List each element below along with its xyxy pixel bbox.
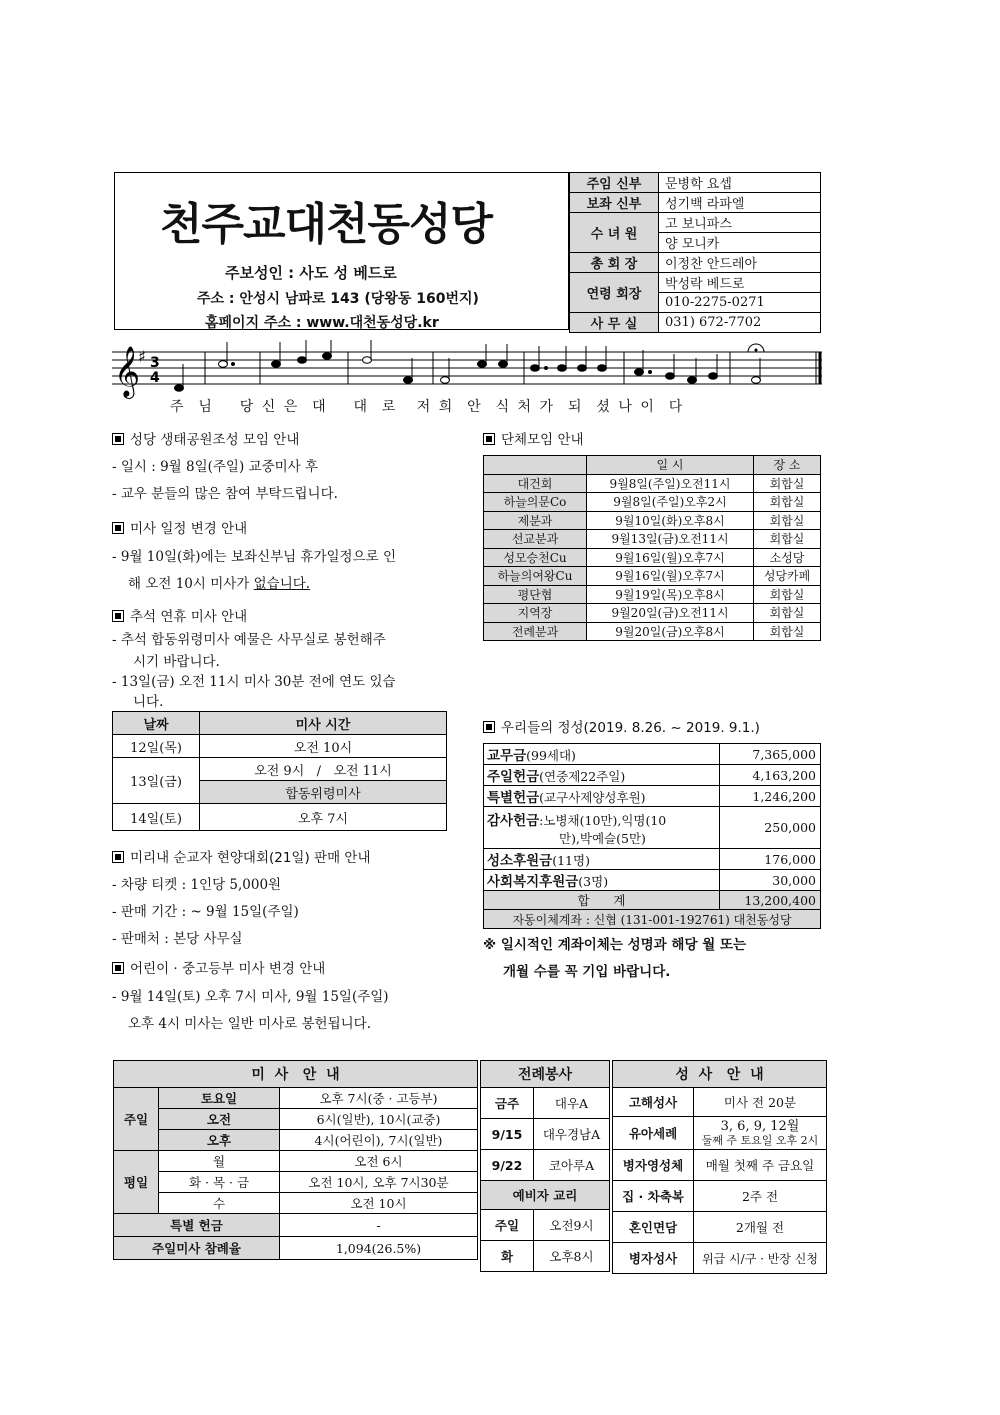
mass-date: 14일(토): [113, 804, 200, 831]
holiday-mass-table: [112, 711, 447, 831]
staff-name: 문병학 요셉: [659, 173, 821, 193]
notice-line: - 9월 10일(화)에는 보좌신부님 휴가일정으로 인: [112, 549, 397, 565]
table-row: 지역장 9월20일(금)오전11시 회합실: [484, 604, 821, 623]
table-row: 하늘의여왕Cu 9월16일(월)오후7시 성당카페: [484, 567, 821, 586]
notice-line: 오후 4시 미사는 일반 미사로 봉헌됩니다.: [128, 1016, 371, 1032]
table-row: 전례분과 9월20일(금)오후8시 회합실: [484, 622, 821, 641]
staff-role: 사 무 실: [570, 313, 659, 333]
svg-text:♯: ♯: [138, 347, 146, 366]
staff-role: 주임 신부: [570, 173, 659, 193]
staff-row: [570, 193, 821, 213]
category-label: 주일: [114, 1088, 159, 1151]
sacrament-table: [612, 1060, 827, 1274]
office-phone: 031) 672-7702: [659, 313, 821, 333]
table-row: [113, 804, 447, 831]
section-title: 추석 연휴 미사 안내: [112, 605, 247, 625]
table-title: 미 사 안 내: [114, 1061, 478, 1088]
bullet-icon: [483, 721, 495, 733]
offering-table: [483, 743, 821, 929]
table-row: 특별 헌금 -: [114, 1214, 478, 1237]
table-row: 병자영성체 매월 첫째 주 금요일: [613, 1150, 827, 1181]
table-row: 오전 6시(일반), 10시(교중): [114, 1109, 478, 1130]
mass-date: 13일(금): [113, 758, 200, 804]
notice-line: - 교우 분들의 많은 참여 부탁드립니다.: [112, 486, 338, 502]
staff-name: 고 보니파스: [659, 213, 821, 233]
table-row: 평일 월 오전 6시: [114, 1151, 478, 1172]
table-row: 주일 토요일 오후 7시(중 · 고등부): [114, 1088, 478, 1109]
parish-homepage[interactable]: 홈페이지 주소 : www.대천동성당.kr: [205, 315, 439, 331]
offering-amount: 250,000: [720, 807, 821, 849]
column-header: 날짜: [113, 712, 200, 735]
staff-table: [569, 172, 821, 333]
staff-name: 양 모니카: [659, 233, 821, 253]
table-row: 집 · 차축복 2주 전: [613, 1181, 827, 1212]
staff-phone: 010-2275-0271: [659, 293, 821, 313]
offering-amount: 1,246,200: [720, 786, 821, 807]
table-row: 금주 대우A: [481, 1088, 610, 1119]
mass-guide-table: [113, 1060, 478, 1260]
table-row: 주일헌금(연중제22주일) 4,163,200: [484, 765, 821, 786]
table-row: 평단협 9월19일(목)오후8시 회합실: [484, 585, 821, 604]
table-row: 9/15 대우경남A: [481, 1119, 610, 1150]
table-row: 선교분과 9월13일(금)오전11시 회합실: [484, 530, 821, 549]
total-label: 합 계: [484, 891, 720, 910]
total-row: [484, 891, 821, 910]
notice-line: - 일시 : 9월 8일(주일) 교중미사 후: [112, 459, 319, 475]
account-row: [484, 910, 821, 929]
section-title: 미사 일정 변경 안내: [112, 517, 247, 537]
staff-row: [570, 273, 821, 293]
section-title: 미리내 순교자 현양대회(21일) 판매 안내: [112, 846, 371, 866]
notice-line: 시기 바랍니다.: [133, 654, 220, 670]
table-row: 화 · 목 · 금 오전 10시, 오후 7시30분: [114, 1172, 478, 1193]
treble-clef-icon: 𝄞: [114, 346, 141, 397]
notice-line: - 추석 합동위령미사 예물은 사무실로 봉헌해주: [112, 632, 386, 648]
notice-line: 해 오전 10시 미사가 없습니다.: [128, 576, 311, 592]
notice-line: - 판매 기간 : ~ 9월 15일(주일): [112, 904, 299, 920]
staff-role: 보좌 신부: [570, 193, 659, 213]
table-row: 주일 오전9시: [481, 1210, 610, 1241]
table-row: 대건회 9월8일(주일)오전11시 회합실: [484, 474, 821, 493]
staff-row: [570, 253, 821, 273]
mass-type: 합동위령미사: [200, 781, 447, 804]
transfer-note: ※ 일시적인 계좌이체는 성명과 해당 월 또는: [483, 937, 747, 953]
table-row: 오후 4시(어린이), 7시(일반): [114, 1130, 478, 1151]
offering-amount: 7,365,000: [720, 744, 821, 765]
notice-line: - 13일(금) 오전 11시 미사 30분 전에 연도 있습: [112, 674, 396, 690]
table-row: [113, 758, 447, 781]
notice-line: - 차량 티켓 : 1인당 5,000원: [112, 877, 282, 893]
table-row: 사회복지후원금(3명) 30,000: [484, 870, 821, 891]
category-label: 평일: [114, 1151, 159, 1214]
column-header: 일 시: [587, 456, 754, 475]
parish-title: 천주교대천동성당: [160, 199, 493, 250]
table-title: 성 사 안 내: [613, 1061, 827, 1088]
total-amount: 13,200,400: [720, 891, 821, 910]
staff-role: 수 녀 원: [570, 213, 659, 253]
mass-time: 오전 10시: [200, 735, 447, 758]
staff-row: [570, 213, 821, 233]
table-row: 하늘의문Co 9월8일(주일)오후2시 회합실: [484, 493, 821, 512]
bank-account: 자동이체계좌 : 신협 (131-001-192761) 대천동성당: [484, 910, 821, 929]
table-row: 9/22 코아루A: [481, 1150, 610, 1181]
staff-row: [570, 313, 821, 333]
mass-date: 12일(목): [113, 735, 200, 758]
notice-line: - 판매처 : 본당 사무실: [112, 931, 243, 947]
staff-name: 이정찬 안드레아: [659, 253, 821, 273]
table-title: 예비자 교리: [481, 1181, 610, 1210]
bullet-icon: [112, 962, 124, 974]
table-row: [113, 735, 447, 758]
mass-time: 오전 9시 / 오전 11시: [200, 758, 447, 781]
table-row: 제분과 9월10일(화)오후8시 회합실: [484, 511, 821, 530]
parish-address: 주소 : 안성시 남파로 143 (당왕동 160번지): [197, 291, 479, 307]
section-title: 성당 생태공원조성 모임 안내: [112, 428, 299, 448]
column-header: 미사 시간: [200, 712, 447, 735]
table-row: 병자성사 위급 시/구 · 반장 신청: [613, 1243, 827, 1274]
table-row: 수 오전 10시: [114, 1193, 478, 1214]
mass-time: 오후 7시: [200, 804, 447, 831]
table-row: 성모승천Cu 9월16일(월)오후7시 소성당: [484, 548, 821, 567]
svg-text:4: 4: [150, 370, 160, 386]
liturgy-table: [480, 1060, 610, 1272]
section-title: 어린이 · 중고등부 미사 변경 안내: [112, 957, 325, 977]
svg-text:3: 3: [150, 355, 160, 371]
notice-line: - 9월 14일(토) 오후 7시 미사, 9월 15일(주일): [112, 989, 389, 1005]
bullet-icon: [112, 522, 124, 534]
section-title: 단체모임 안내: [483, 428, 584, 448]
table-row: 주일미사 참례율 1,094(26.5%): [114, 1237, 478, 1260]
table-row: 감사헌금:노병채(10만),익명(10 만),박예슬(5만) 250,000: [484, 807, 821, 849]
offering-amount: 176,000: [720, 849, 821, 870]
table-row: 특별헌금(교구사제양성후원) 1,246,200: [484, 786, 821, 807]
table-row: 성소후원금(11명) 176,000: [484, 849, 821, 870]
offering-amount: 30,000: [720, 870, 821, 891]
staff-row: [570, 173, 821, 193]
table-row: 혼인면담 2개월 전: [613, 1212, 827, 1243]
attendance-value: 1,094(26.5%): [280, 1237, 478, 1260]
staff-name: 박성락 베드로: [659, 273, 821, 293]
table-row: 유아세례 3, 6, 9, 12월 둘째 주 토요일 오후 2시: [613, 1117, 827, 1150]
table-title: 전례봉사: [481, 1061, 610, 1088]
group-meeting-table: [483, 455, 821, 641]
offering-amount: 4,163,200: [720, 765, 821, 786]
bullet-icon: [112, 851, 124, 863]
staff-role: 연령 회장: [570, 273, 659, 313]
bullet-icon: [112, 610, 124, 622]
section-title: 우리들의 정성(2019. 8.26. ~ 2019. 9.1.): [483, 716, 760, 736]
table-row: 교무금(99세대) 7,365,000: [484, 744, 821, 765]
table-row: 화 오후8시: [481, 1241, 610, 1272]
hymn-lyrics: 주 님 당 신 은 대 대 로 저 희 안 식 처 가 되 셨 나 이 다: [170, 399, 685, 415]
table-row: 고해성사 미사 전 20분: [613, 1088, 827, 1117]
bullet-icon: [112, 433, 124, 445]
bullet-icon: [483, 433, 495, 445]
patron-saint: 주보성인 : 사도 성 베드로: [225, 264, 397, 282]
transfer-note: 개월 수를 꼭 기입 바랍니다.: [503, 964, 671, 980]
music-staff: [110, 340, 826, 400]
staff-name: 성기백 라파엘: [659, 193, 821, 213]
staff-role: 총 회 장: [570, 253, 659, 273]
column-header: [484, 456, 587, 475]
column-header: 장 소: [754, 456, 821, 475]
notice-line: 니다.: [133, 694, 164, 710]
